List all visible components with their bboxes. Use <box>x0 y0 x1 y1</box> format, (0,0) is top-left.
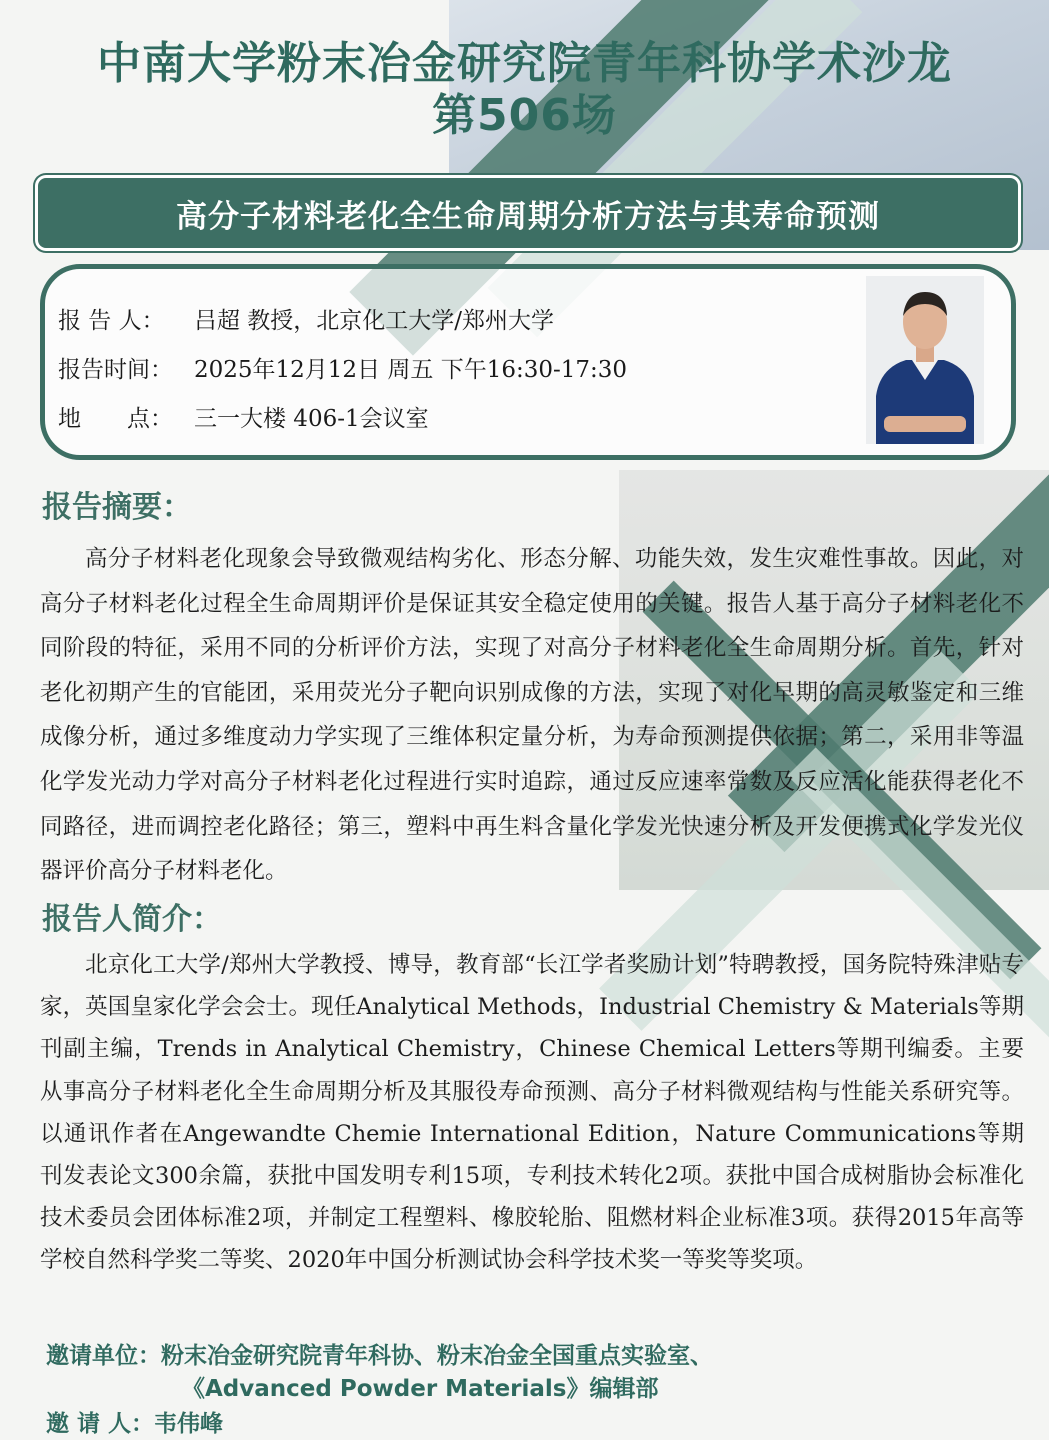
bio-text: 北京化工大学/郑州大学教授、博导，教育部“长江学者奖励计划”特聘教授，国务院特殊津贴专家，英国皇家化学会会士。现任Analytical Methods，Industrial Chemistry & Materials等期刊副主编，Trends in Analytical Chemistry，Chinese Chemical Letters等期刊编委。主要从事高分子材料老化全生命周期分析及其服役寿命预测、高分子材料微观结构与性能关系研究等。以通讯作者在Angewandte Chemie International Edition，Nature Communications等期刊发表论文300余篇，获批中国发明专利15项，专利技术转化2项。获批中国合成树脂协会标准化技术委员会团体标准2项，并制定工程塑料、橡胶轮胎、阻燃材料企业标准3项。获得2015年高等学校自然科学奖二等奖、2020年中国分析测试协会科学技术奖一等奖等奖项。 <box>40 952 1024 1274</box>
speaker-row <box>58 302 554 335</box>
organizer-row <box>46 1337 713 1370</box>
bio-heading: 报告人简介： <box>42 902 222 937</box>
inviter-name: 韦伟峰 <box>154 1411 224 1437</box>
title-line: 中南大学粉末冶金研究院青年科协学术沙龙 <box>97 38 952 89</box>
place-label: 地 点： <box>58 406 173 432</box>
organizer-line2: 《Advanced Powder Materials》编辑部 <box>182 1376 659 1402</box>
time-row <box>58 351 627 384</box>
speaker-value: 吕超 教授，北京化工大学/郑州大学 <box>194 308 555 334</box>
speaker-photo <box>866 276 984 444</box>
abstract-text: 高分子材料老化现象会导致微观结构劣化、形态分解、功能失效，发生灾难性事故。因此，对高分子材料老化过程全生命周期评价是保证其安全稳定使用的关键。报告人基于高分子材料老化不同阶段的特征，采用不同的分析评价方法，实现了对高分子材料老化全生命周期分析。首先，针对老化初期产生的官能团，采用荧光分子靶向识别成像的方法，实现了对化早期的高灵敏鉴定和三维成像分析，通过多维度动力学实现了三维体积定量分析，为寿命预测提供依据；第二，采用非等温化学发光动力学对高分子材料老化过程进行实时追踪，通过反应速率常数及反应活化能获得老化不同路径，进而调控老化路径；第三，塑料中再生料含量化学发光快速分析及开发便携式化学发光仪器评价高分子材料老化。 <box>40 546 1024 885</box>
inviter-row <box>46 1405 223 1438</box>
place-value: 三一大楼 406-1会议室 <box>194 406 429 432</box>
page-title <box>0 38 1049 142</box>
abstract-heading: 报告摘要： <box>42 490 192 525</box>
organizer-label: 邀请单位： <box>46 1343 161 1369</box>
speaker-label: 报 告 人： <box>58 308 165 334</box>
topic-banner <box>38 178 1018 248</box>
organizer-line1: 粉末冶金研究院青年科协、粉末冶金全国重点实验室、 <box>161 1343 713 1369</box>
time-label: 报告时间： <box>58 357 173 383</box>
topic-text: 高分子材料老化全生命周期分析方法与其寿命预测 <box>176 198 880 235</box>
inviter-label: 邀 请 人： <box>46 1411 155 1437</box>
speaker-portrait-icon <box>866 276 984 444</box>
title-session: 第506场 <box>432 90 617 141</box>
place-row <box>58 400 429 433</box>
time-value: 2025年12月12日 周五 下午16:30-17:30 <box>194 357 628 383</box>
